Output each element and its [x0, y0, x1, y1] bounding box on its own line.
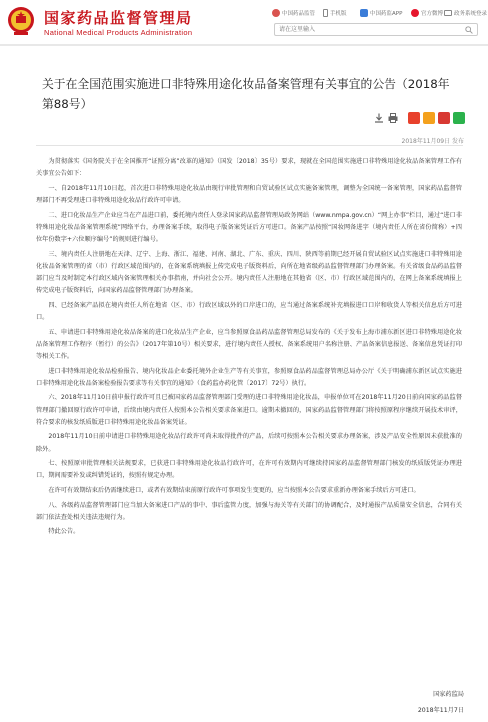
- weibo-icon: [411, 9, 419, 17]
- search-input[interactable]: [279, 25, 459, 34]
- header-divider: [0, 44, 488, 46]
- mail-icon: [444, 10, 452, 16]
- share-wechat-icon[interactable]: [453, 112, 465, 124]
- link-mobile[interactable]: [323, 9, 347, 17]
- link-home[interactable]: [272, 9, 315, 17]
- link-weibo[interactable]: [411, 9, 443, 17]
- home-icon: [272, 9, 280, 17]
- signature-organization: 国家药监局: [433, 691, 464, 698]
- paragraph: 五、申请进口非特殊用途化妆品备案的进口化妆品生产企业，应当参照原食品药品监督管理总局发布的《关于发布上海市浦东新区进口非特殊用途化妆品备案管理工作程序（暂行）的公告》（2017年第10号）相关要求，进行境内责任人授权、备案系统用户名称注册、产品备案信息报送、备案信息凭证打印等相关工作。: [36, 328, 462, 360]
- link-login[interactable]: [444, 9, 487, 17]
- paragraph: 2018年11月10日前申请进口非特殊用途化妆品行政许可尚未取得批件的产品，后续可按照本公告相关要求办理备案，涉及产品安全性原因未获批准的除外。: [36, 433, 462, 453]
- paragraph: 特此公告。: [48, 528, 80, 536]
- site-logo-subtitle[interactable]: National Medical Products Administration: [44, 28, 193, 37]
- paragraph: 在许可有效期结束后仍需继续进口，或者有效期结束前原行政许可事项发生变更的，应当按照本公告要求重新办理备案手续后方可进口。: [48, 486, 420, 494]
- app-icon: [360, 9, 368, 17]
- paragraph: 八、各级药品监督管理部门应当加大备案进口产品的事中、事后监管力度，加强与海关等有关部门的协调配合，及时通报产品质量安全信息，合同有关部门依法查处相关违法违规行为。: [36, 501, 462, 521]
- publish-date: 2018年11月09日 发布: [401, 138, 464, 145]
- print-icon[interactable]: [387, 112, 399, 124]
- paragraph: 六、2018年11月10日前申报行政许可且已被国家药品监督管理部门受理的进口非特殊用途化妆品，申报单位可在2018年11月20日前向国家药品监督管理部门撤回原行政许可申请，后续由境内责任人按照本公告相关要求备案进口。逾期未撤回的，国家药品监督管理部门将按照原程序继续开展技术审评，符合要求的核发纸质版进口非特殊用途化妆品备案凭证。: [36, 394, 462, 426]
- share-qzone-icon[interactable]: [423, 112, 435, 124]
- link-app-label: 中国药监APP: [370, 11, 403, 17]
- share-weibo-icon[interactable]: [408, 112, 420, 124]
- search-box: [274, 23, 478, 36]
- link-mobile-label: 手机版: [330, 11, 347, 17]
- paragraph: 三、境内责任人注册地在天津、辽宁、上海、浙江、福建、河南、湖北、广东、重庆、四川、陕西等前期已经开展自贸试验区试点实施进口非特殊用途化妆品备案管理的省（市）行政区域范围内的，在备案系统填报上传完成电子版资料后，向所在地省级药品监督管理部门办理备案。有关省级食品药品监督部门应当及时制定本行政区域内备案管理相关办事指南，并向社会公开。境内责任人注册地在其他省（区、市）行政区域范围内的，在网上备案系统填报上传完成电子版资料后，向国家药品监督管理部门办理备案。: [36, 250, 462, 295]
- article-title-line-2: 第88号）: [42, 97, 93, 111]
- paragraph: 为贯彻落实《国务院关于在全国推开“证照分离”改革的通知》（国发〔2018〕35号）要求，现就在全国范围实施进口非特殊用途化妆品备案管理工作有关事宜公告如下：: [36, 158, 462, 178]
- paragraph: 七、按照原审批管理相关法规要求，已获进口非特殊用途化妆品行政许可，在许可有效期内可继续持国家药品监督管理部门核发的纸质版凭证办理进口，期间需要补发或纠错凭证的，按照有规定办理。: [36, 460, 462, 480]
- site-header: [0, 0, 488, 44]
- link-weibo-label: 官方微博: [421, 11, 444, 17]
- paragraph: 四、已经备案产品拟在境内责任人所在地省（区、市）行政区域以外的口岸进口的，应当通过备案系统补充填报进口口岸和收货人等相关信息后方可进口。: [36, 301, 462, 321]
- signature-date: 2018年11月7日: [417, 707, 464, 714]
- paragraph: 一、自2018年11月10日起，首次进口非特殊用途化妆品由现行审批管理和自贸试验区试点实施备案管理，调整为全国统一备案管理，国家药品监督管理部门不再受理进口非特殊用途化妆品行政许可申请。: [36, 184, 462, 204]
- content-separator: [36, 145, 463, 146]
- search-icon[interactable]: [465, 26, 473, 34]
- site-logo-title[interactable]: 国家药品监督管理局: [44, 9, 193, 27]
- article-title: [42, 74, 452, 114]
- mobile-icon: [323, 9, 328, 17]
- article-title-line-1: 关于在全国范围实施进口非特殊用途化妆品备案管理有关事宜的公告（2018年: [42, 77, 450, 91]
- link-app[interactable]: [360, 9, 402, 17]
- paragraph: 二、进口化妆品生产企业应当在产品进口前，委托境内责任人登录国家药品监督管理局政务网站（www.nmpa.gov.cn）“网上办事”栏目，通过“进口非特殊用途化妆品备案管理系统”网络平台，办理备案手续，取得电子版备案凭证后方可进口。备案产品按照“国妆网备进字（境内责任人所在省份简称）+四位年份数字+六位顺序编号”的规则进行编号。: [36, 211, 462, 243]
- national-emblem-icon[interactable]: [6, 5, 36, 37]
- download-icon[interactable]: [373, 112, 385, 124]
- article-body: [36, 156, 462, 541]
- paragraph: 进口非特殊用途化妆品检验报告、境内化妆品企业委托境外企业生产等有关事宜，参照原食品药品监督管理总局办公厅《关于明确浦东新区试点实施进口非特殊用途化妆品备案检验报告要求等有关事宜的通知》（食药监办药化管〔2017〕72号）执行。: [36, 367, 462, 387]
- link-login-label: 政务系统登录: [454, 11, 488, 17]
- share-tencent-weibo-icon[interactable]: [438, 112, 450, 124]
- link-home-label: 中国药品监管: [282, 11, 316, 17]
